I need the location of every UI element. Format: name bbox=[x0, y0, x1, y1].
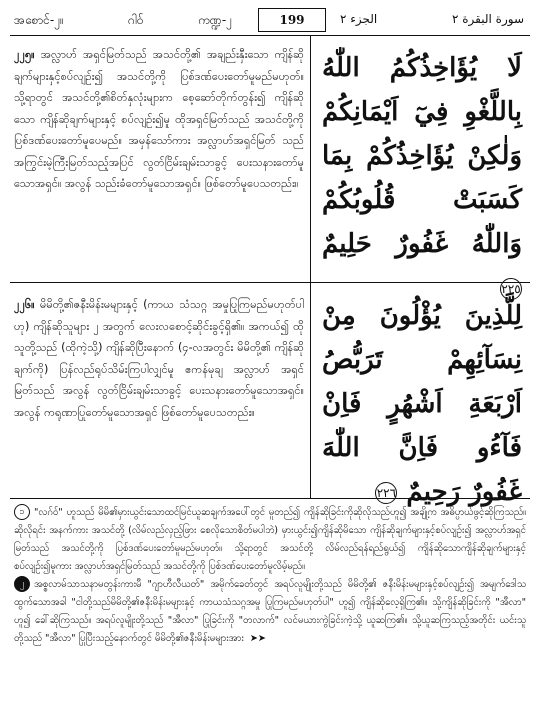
verse-226-arabic-text: لِلَّذِينَ يُؤْلُونَ مِنْ نِسَآئِهِمْ تَرَبُّصُ اَرْبَعَةِ اَشْهُرٍ فَاِنْ فَآءُو فَاِنَّ اللّٰهَ غَفُورٌ رَحِيمٌ bbox=[322, 301, 522, 507]
header-juz: الجزء ٢ bbox=[340, 12, 378, 26]
verse-225-text: အလ္လာဟ် အရှင်မြတ်သည် အသင်တို့၏ အချည်းနှီးသော ကျိန်ဆိုချက်များနှင့်စပ်လျဉ်း၍ အသင်တို့ကို ပြစ်ဒဏ်ပေးတော်မူမည်မဟုတ်။ သို့ရာတွင် အသင်တို့၏စိတ်နှလုံးများက စေ့ဆော်တိုက်တွန်း၍ ကျိန်ဆိုသော ကျိန်ဆိုချက်များနှင့် စပ်လျဉ်း၍မူ ထိုအရှင်မြတ်သည် အသင်တို့ကို ပြစ်ဒဏ်ပေးတော်မူပေမည်။ အမှန်သော်ကား အလ္လာဟ်အရှင်မြတ် သည် အကြွင်းမဲ့ကြီးမြတ်သည့်အပြင် လွတ်ငြိမ်းချမ်းသာခွင့် ပေးသနားတော်မူသောအရှင်။ အလွန် သည်းခံတော်မူသောအရှင်။ ဖြစ်တော်မူပေသတည်း။ bbox=[14, 48, 305, 190]
column-divider bbox=[310, 36, 311, 498]
header-surah: سورة البقرة ٢ bbox=[451, 12, 524, 26]
footnote-1-text: "လဂ်ဝ်" ဟူသည် မိမိ၏မှားယွင်းသောထင်မြင်ယူဆချက်အပေါ်တွင် မူတည်၍ ကျိန်ဆိုခြင်းကိုဆိုလိုသည်ဟူ၍ အချို့က အဓိပ္ပာယ်ဖွင့်ဆိုကြသည်။ ဆိုလိုရင်း အနက်ကား အသင်တို့ (လိမ်လည်လှည့်ဖြား စေလိုသောစိတ်မပါဘဲ) မှားယွင်း၍ကျိန်ဆိုမိသော ကျိန်ဆိုချက်များနှင့်စပ်လျဉ်း၍ အလ္လာဟ်အရှင်မြတ်သည် အသင်တို့ကို ပြစ်ဒဏ်ပေးတော်မူမည်မဟုတ်။ သို့ရာတွင် အသင်တို့ လိမ်လည်ရန်ရည်ရွယ်၍ ကျိန်ဆိုသောကျိန်ဆိုချက်များနှင့် စပ်လျဉ်း၍မူကား အလ္လာဟ်အရှင်မြတ်သည် အသင်တို့ကို ပြစ်ဒဏ်ပေးတော်မူလိမ့်မည်။ bbox=[14, 507, 526, 572]
page-number: 199 bbox=[258, 8, 326, 32]
ayah-226-marker: ٢٢٦ bbox=[375, 482, 397, 504]
verse-226-number: ၂၂၆။ bbox=[14, 298, 35, 311]
header-part: ကဏ္ဍ-၂ bbox=[198, 13, 233, 27]
verse-226-translation bbox=[14, 294, 304, 423]
footnote-divider bbox=[10, 498, 530, 499]
ayah-225-marker: ٢٢٥ bbox=[500, 278, 522, 300]
header-volume: အစောင်-၂။ bbox=[14, 13, 64, 27]
footnote-2-marker: ၂ bbox=[14, 576, 30, 592]
footnote-1-marker: ၁ bbox=[14, 504, 30, 520]
header-section: ဂါဝ် bbox=[128, 13, 144, 27]
verse-225-number: ၂၂၅။ bbox=[14, 48, 35, 61]
running-header bbox=[10, 8, 530, 36]
continued-arrow-icon: ➤➤ bbox=[249, 633, 266, 644]
verse-225-arabic-text: لَا يُؤَاخِذُكُمُ اللّٰهُ بِاللَّغْوِ فِيٓ اَيْمَانِكُمْ وَلٰكِنْ يُؤَاخِذُكُمْ بِمَا كَسَبَتْ قُلُوبُكُمْ وَاللّٰهُ غَفُورٌ حَلِيمٌ bbox=[322, 53, 522, 259]
verse-226-text: မိမိတို့၏ဇနီးမိန်းမများနှင့် (ကာယ သံသဂ္ဂ အမှုပြုကြမည်မဟုတ်ပါဟု) ကျိန်ဆိုသူများ ၂ အတွက် လေးလစောင့်ဆိုင်းခွင့်ရှိ၏။ အကယ်၍ ထိုသူတို့သည် (ထိုကဲ့သို့) ကျိန်ဆိုပြီးနောက် (၄-လအတွင်း မိမိတို့၏ ကျိန်ဆိုချက်ကို) ပြန်လည်ရုပ်သိမ်းကြပါလျှင်မူ ဧကန်မုချ အလ္လာဟ် အရှင်မြတ်သည် အလွန် လွတ်ငြိမ်းချမ်းသာခွင့် ပေးသနားတော်မူသောအရှင်။ အလွန် ကရုဏာပြုတော်မူသောအရှင် ဖြစ်တော်မူပေသတည်း။ bbox=[14, 298, 304, 419]
page bbox=[10, 8, 530, 706]
verse-225-arabic bbox=[322, 46, 522, 310]
footnote-2-text: အစ္စလာမ်သာသနာမတွန်းကားမီ "ဂျာဟီလီယတ်" အမိုက်ခေတ်တွင် အရပ်လူမျိုးတို့သည် မိမိတို့၏ ဇနီးမိန်းမများနှင့်စပ်လျဉ်း၍ အမျက်ဒေါသထွက်သောအခါ "ငါတို့သည်မိမိတို့၏ဇနီးမိန်းမများနှင့် ကာယသံသဂ္ဂအမှု ပြုကြမည်မဟုတ်ပါ" ဟူ၍ ကျိန်ဆိုလေ့ရှိကြ၏။ သို့ကျိန်ဆိုခြင်းကို "အီလာ" ဟူ၍ ခေါ်ဆိုကြသည်။ အရပ်လူမျိုးတို့သည် "အီလာ" ပြုခြင်းကို "တလာက်" လင်မယားကွဲခြင်းကဲ့သို့ ယူဆကြ၏။ သို့ယူဆကြသည့်အတိုင်း ယင်းသူတို့သည် "အီလာ" ပြုပြီးသည့်နောက်တွင် မိမိတို့၏ဇနီးမိန်းမများအား bbox=[14, 579, 526, 644]
verse-225-translation bbox=[14, 44, 304, 195]
footnote-1 bbox=[14, 504, 526, 576]
footnotes bbox=[14, 504, 526, 648]
verse-226-arabic bbox=[322, 294, 522, 514]
footnote-2 bbox=[14, 576, 526, 648]
header-divider bbox=[10, 35, 530, 36]
